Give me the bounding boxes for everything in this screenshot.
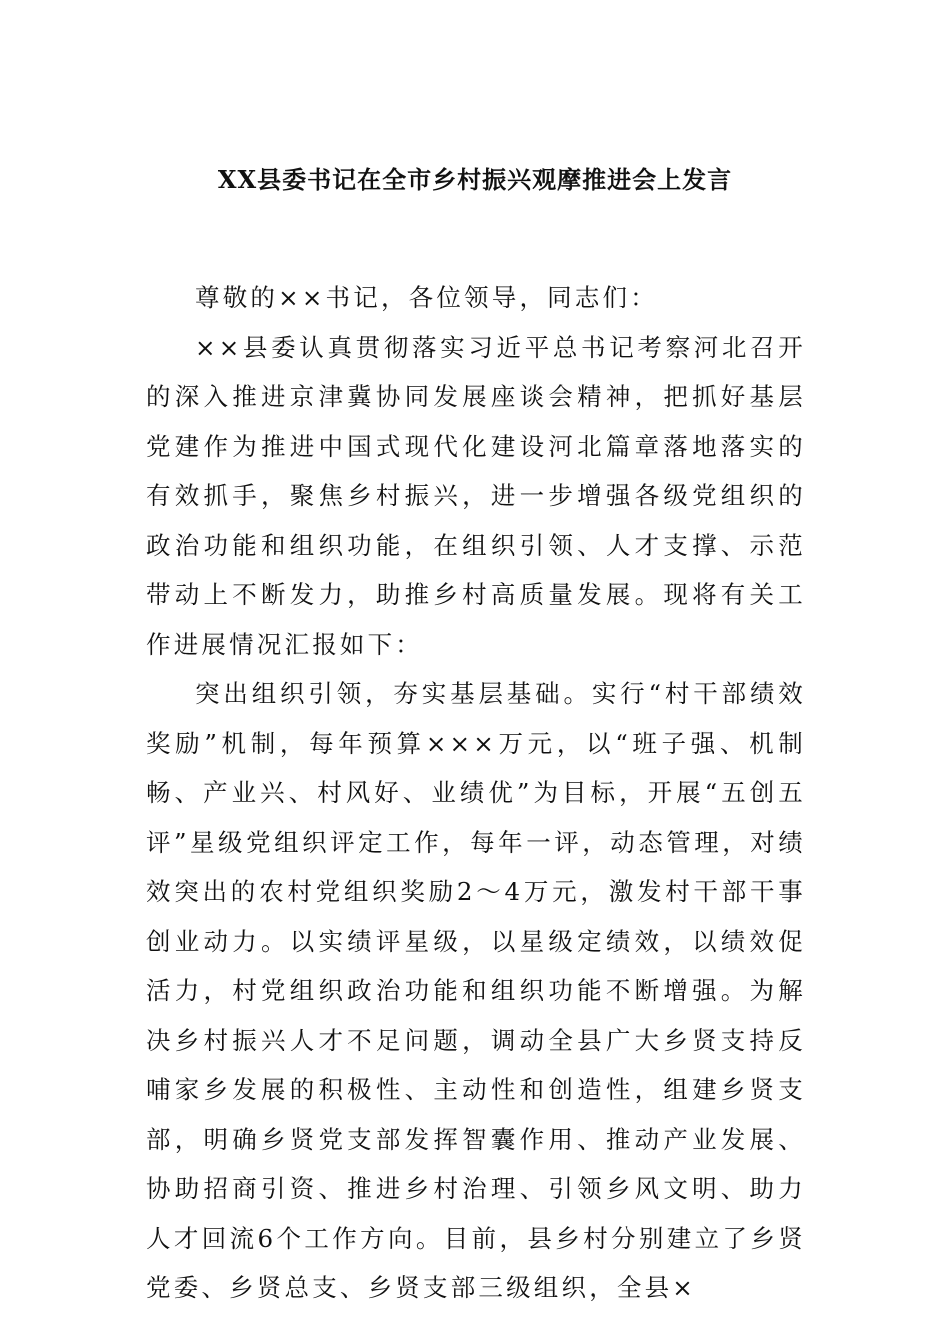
paragraph-intro: ××县委认真贯彻落实习近平总书记考察河北召开的深入推进京津冀协同发展座谈会精神，把抓好基层党建作为推进中国式现代化建设河北篇章落地落实的有效抓手，聚焦乡村振兴，进一步增强各级党组织的政治功能和组织功能，在组织引领、人才支撑、示范带动上不断发力，助推乡村高质量发展。现将有关工作进展情况汇报如下： <box>146 332 806 659</box>
document-body <box>146 273 806 1313</box>
salutation: 尊敬的××书记，各位领导，同志们： <box>195 283 658 312</box>
paragraph-organization: 突出组织引领，夯实基层基础。实行“村干部绩效奖励”机制，每年预算×××万元，以“班子强、机制畅、产业兴、村风好、业绩优”为目标，开展“五创五评”星级党组织评定工作，每年一评，动态管理，对绩效突出的农村党组织奖励2～4万元，激发村干部干事创业动力。以实绩评星级，以星级定绩效，以绩效促活力，村党组织政治功能和组织功能不断增强。为解决乡村振兴人才不足问题，调动全县广大乡贤支持反哺家乡发展的积极性、主动性和创造性，组建乡贤支部，明确乡贤党支部发挥智囊作用、推动产业发展、协助招商引资、推进乡村治理、引领乡风文明、助力人才回流6个工作方向。目前，县乡村分别建立了乡贤党委、乡贤总支、乡贤支部三级组织，全县× <box>146 679 806 1302</box>
document-title: XX县委书记在全市乡村振兴观摩推进会上发言 <box>217 165 733 194</box>
